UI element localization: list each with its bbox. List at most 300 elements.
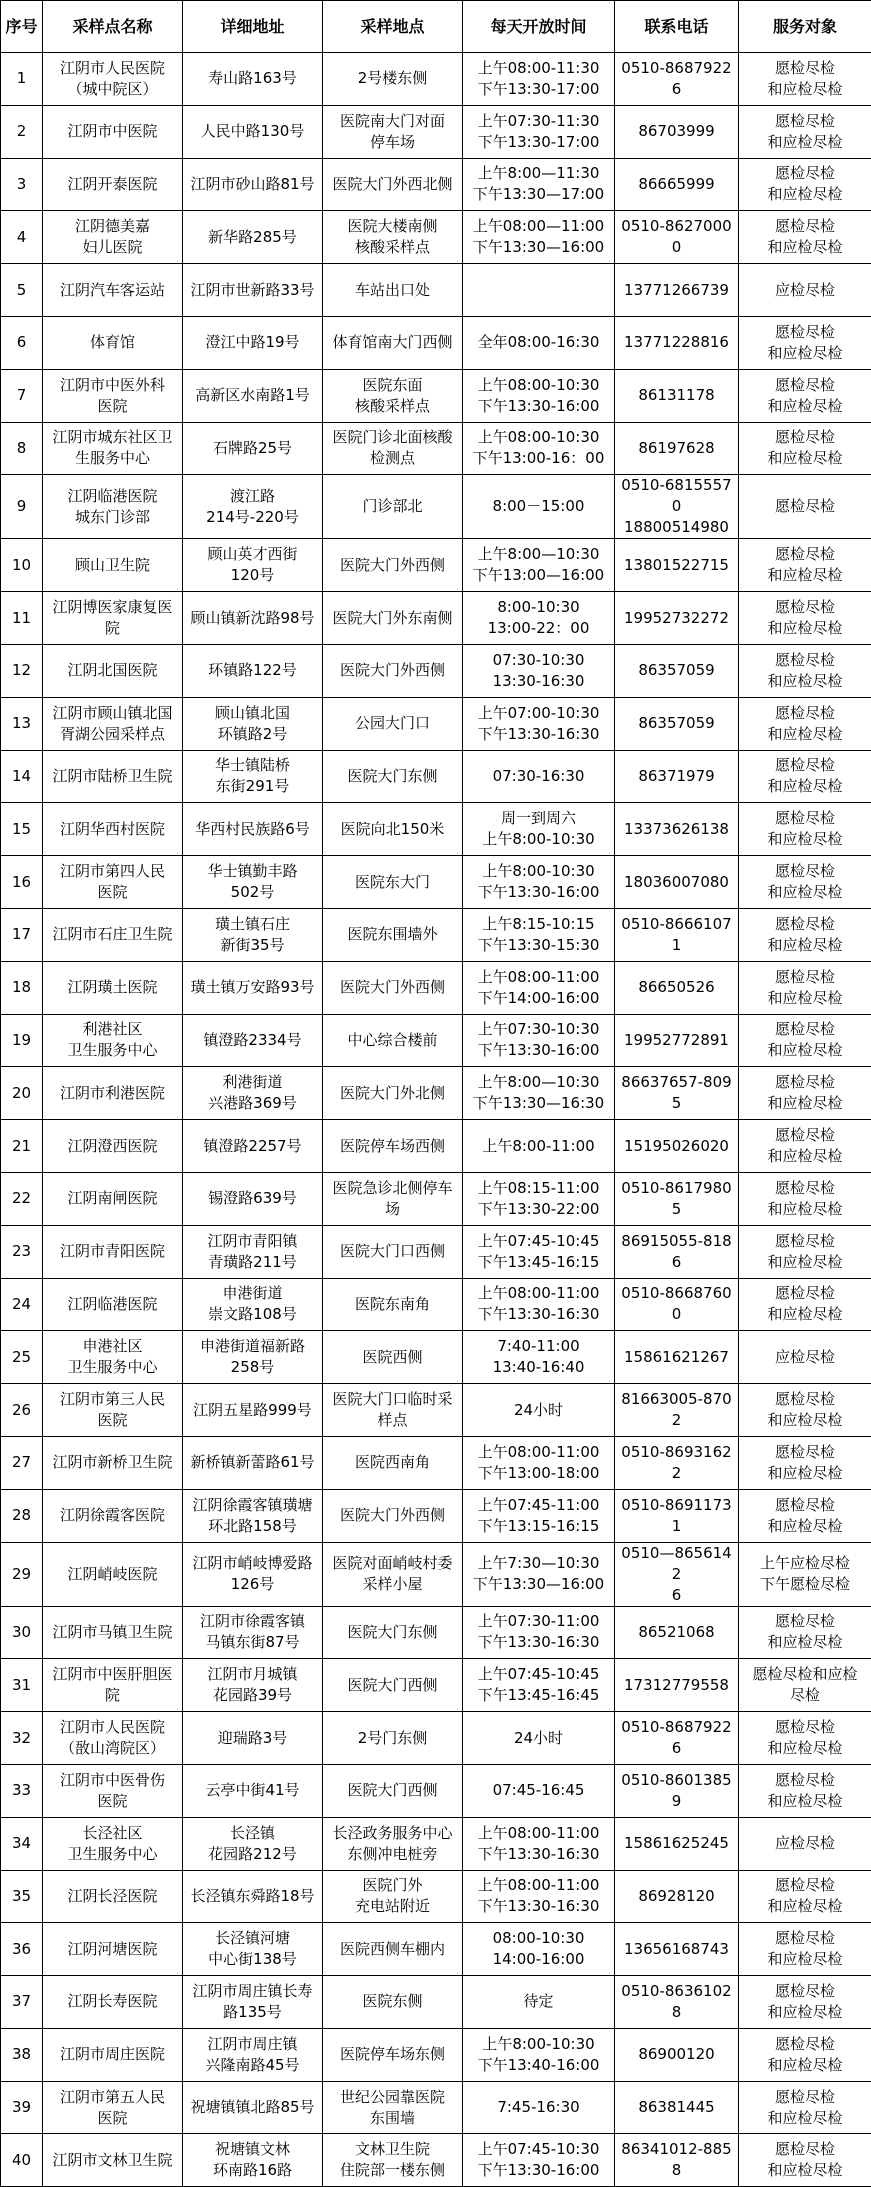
- col-service-cell: 愿检尽检 和应检尽检: [739, 1067, 871, 1120]
- col-site-name-cell: 江阴市石庄卫生院: [43, 908, 183, 961]
- col-address-cell: 环镇路122号: [183, 644, 323, 697]
- table-row: [1, 1817, 871, 1870]
- col-address-cell: 江阴徐霞客镇璜塘 环北路158号: [183, 1489, 323, 1542]
- col-address-cell: 祝塘镇文林 环南路16路: [183, 2134, 323, 2187]
- col-index-cell: 37: [1, 1976, 43, 2029]
- col-phone-cell: 15195026020: [615, 1120, 739, 1173]
- col-service-cell: 愿检尽检和应检 尽检: [739, 1659, 871, 1712]
- col-phone-cell: 0510-68155570 18800514980: [615, 475, 739, 539]
- table-row: [1, 1542, 871, 1606]
- col-service-cell: 愿检尽检: [739, 475, 871, 539]
- col-service-cell: 应检尽检: [739, 1817, 871, 1870]
- col-site-name-cell: 江阴市中医骨伤 医院: [43, 1764, 183, 1817]
- col-open-hours-cell: 上午07:45-10:45 下午13:45-16:15: [463, 1225, 615, 1278]
- col-address-cell: 迎瑞路3号: [183, 1712, 323, 1765]
- col-location-cell: 医院东侧: [323, 1976, 463, 2029]
- col-service-cell: 愿检尽检 和应检尽检: [739, 1606, 871, 1659]
- col-index-cell: 33: [1, 1764, 43, 1817]
- col-address-cell: 长泾镇东舜路18号: [183, 1870, 323, 1923]
- col-location-cell: 医院大门东侧: [323, 750, 463, 803]
- col-address-cell: 华士镇陆桥 东街291号: [183, 750, 323, 803]
- col-site-name-cell: 江阴澄西医院: [43, 1120, 183, 1173]
- col-phone-cell: 86900120: [615, 2028, 739, 2081]
- col-site-name-cell: 江阴长寿医院: [43, 1976, 183, 2029]
- col-open-hours-cell: 上午8:15-10:15 下午13:30-15:30: [463, 908, 615, 961]
- col-location-cell: 公园大门口: [323, 697, 463, 750]
- col-service-cell: 愿检尽检 和应检尽检: [739, 1870, 871, 1923]
- col-open-hours-cell: 07:30-10:30 13:30-16:30: [463, 644, 615, 697]
- col-open-hours-cell: 上午7:30—10:30 下午13:30—16:00: [463, 1542, 615, 1606]
- col-service-cell: 愿检尽检 和应检尽检: [739, 369, 871, 422]
- col-index-cell: 16: [1, 856, 43, 909]
- col-open-hours-cell: 上午07:45-10:45 下午13:45-16:45: [463, 1659, 615, 1712]
- table-row: [1, 1278, 871, 1331]
- col-index-cell: 24: [1, 1278, 43, 1331]
- col-site-name-cell: 江阴市中医外科 医院: [43, 369, 183, 422]
- col-site-name-cell: 江阴市陆桥卫生院: [43, 750, 183, 803]
- col-location-cell: 医院对面峭岐村委 采样小屋: [323, 1542, 463, 1606]
- col-index-cell: 30: [1, 1606, 43, 1659]
- col-service-cell: 愿检尽检 和应检尽检: [739, 750, 871, 803]
- table-row: [1, 1764, 871, 1817]
- col-open-hours-cell: 上午08:00-10:30 下午13:30-16:00: [463, 369, 615, 422]
- col-phone-cell: 13771266739: [615, 264, 739, 317]
- col-open-hours-cell: 上午07:45-11:00 下午13:15-16:15: [463, 1489, 615, 1542]
- col-index-cell: 6: [1, 316, 43, 369]
- table-row: [1, 750, 871, 803]
- col-open-hours-cell: 上午8:00—10:30 下午13:00—16:00: [463, 539, 615, 592]
- col-phone-cell: 86928120: [615, 1870, 739, 1923]
- col-address-cell: 云亭中街41号: [183, 1764, 323, 1817]
- col-site-name-cell: 江阴长泾医院: [43, 1870, 183, 1923]
- col-site-name-cell: 江阴德美嘉 妇儿医院: [43, 211, 183, 264]
- table-row: [1, 264, 871, 317]
- col-address-cell: 祝塘镇镇北路85号: [183, 2081, 323, 2134]
- table-row: [1, 1923, 871, 1976]
- col-service-cell: 愿检尽检 和应检尽检: [739, 211, 871, 264]
- col-open-hours-cell: 上午8:00—10:30 下午13:30—16:30: [463, 1067, 615, 1120]
- col-index-cell: 17: [1, 908, 43, 961]
- col-phone-cell: 13656168743: [615, 1923, 739, 1976]
- col-index-cell: 22: [1, 1172, 43, 1225]
- col-address-cell: 华西村民族路6号: [183, 803, 323, 856]
- col-service-cell: 愿检尽检 和应检尽检: [739, 2134, 871, 2187]
- col-service-cell: 愿检尽检 和应检尽检: [739, 1489, 871, 1542]
- col-service-cell: 愿检尽检 和应检尽检: [739, 158, 871, 211]
- col-service-cell: 应检尽检: [739, 264, 871, 317]
- col-address-cell: 寿山路163号: [183, 53, 323, 106]
- col-location-cell: 医院大门外西侧: [323, 1489, 463, 1542]
- col-open-hours-cell: 待定: [463, 1976, 615, 2029]
- col-service-cell: 愿检尽检 和应检尽检: [739, 856, 871, 909]
- col-location-cell: 医院大门东侧: [323, 1606, 463, 1659]
- col-index-cell: 8: [1, 422, 43, 475]
- table-row: [1, 856, 871, 909]
- col-service-cell: 愿检尽检 和应检尽检: [739, 1172, 871, 1225]
- col-phone-cell: 86381445: [615, 2081, 739, 2134]
- col-index-cell: 2: [1, 105, 43, 158]
- col-open-hours-cell: 上午08:00-11:00 下午13:30-16:30: [463, 1817, 615, 1870]
- col-address-cell: 江阴市峭岐博爱路 126号: [183, 1542, 323, 1606]
- col-site-name-cell: 江阴市文林卫生院: [43, 2134, 183, 2187]
- col-site-name-cell: 江阴峭岐医院: [43, 1542, 183, 1606]
- col-phone-cell: 86357059: [615, 697, 739, 750]
- col-location-cell: 医院停车场西侧: [323, 1120, 463, 1173]
- col-open-hours-cell: 周一到周六 上午8:00-10:30: [463, 803, 615, 856]
- table-row: [1, 1331, 871, 1384]
- col-address-cell: 长泾镇 花园路212号: [183, 1817, 323, 1870]
- table-row: [1, 539, 871, 592]
- table-row: [1, 1436, 871, 1489]
- col-location-cell: 医院南大门对面 停车场: [323, 105, 463, 158]
- col-address-cell: 华士镇勤丰路 502号: [183, 856, 323, 909]
- col-service-cell: 愿检尽检 和应检尽检: [739, 1976, 871, 2029]
- col-location-cell: 医院东围墙外: [323, 908, 463, 961]
- col-site-name-cell: 江阴博医家康复医 院: [43, 592, 183, 645]
- col-site-name-cell: 江阴临港医院 城东门诊部: [43, 475, 183, 539]
- col-site-name-cell: 利港社区 卫生服务中心: [43, 1014, 183, 1067]
- col-site-name-cell: 江阴市中医院: [43, 105, 183, 158]
- col-open-hours-cell: 上午08:00-11:00 下午13:00-18:00: [463, 1436, 615, 1489]
- col-location-cell: 医院大门外西北侧: [323, 158, 463, 211]
- col-location-cell: 门诊部北: [323, 475, 463, 539]
- col-index-cell: 31: [1, 1659, 43, 1712]
- col-site-name-cell: 江阴市利港医院: [43, 1067, 183, 1120]
- header-col-location: 采样地点: [323, 1, 463, 53]
- col-location-cell: 医院急诊北侧停车 场: [323, 1172, 463, 1225]
- table-row: [1, 961, 871, 1014]
- col-open-hours-cell: 上午08:00-11:00 下午14:00-16:00: [463, 961, 615, 1014]
- col-service-cell: 愿检尽检 和应检尽检: [739, 1436, 871, 1489]
- table-row: [1, 105, 871, 158]
- col-phone-cell: 0510-86911731: [615, 1489, 739, 1542]
- col-address-cell: 璜土镇万安路93号: [183, 961, 323, 1014]
- table-row: [1, 908, 871, 961]
- col-index-cell: 23: [1, 1225, 43, 1278]
- table-row: [1, 1225, 871, 1278]
- col-index-cell: 13: [1, 697, 43, 750]
- col-open-hours-cell: 08:00-10:30 14:00-16:00: [463, 1923, 615, 1976]
- col-phone-cell: 18036007080: [615, 856, 739, 909]
- col-open-hours-cell: 上午07:30-10:30 下午13:30-16:00: [463, 1014, 615, 1067]
- col-index-cell: 9: [1, 475, 43, 539]
- header-col-address: 详细地址: [183, 1, 323, 53]
- col-location-cell: 医院大门外西侧: [323, 539, 463, 592]
- col-phone-cell: 15861621267: [615, 1331, 739, 1384]
- table-row: [1, 1067, 871, 1120]
- col-service-cell: 愿检尽检 和应检尽检: [739, 53, 871, 106]
- header-col-phone: 联系电话: [615, 1, 739, 53]
- col-open-hours-cell: 上午08:15-11:00 下午13:30-22:00: [463, 1172, 615, 1225]
- col-phone-cell: 0510-86879226: [615, 1712, 739, 1765]
- col-index-cell: 11: [1, 592, 43, 645]
- table-row: [1, 2081, 871, 2134]
- col-location-cell: 中心综合楼前: [323, 1014, 463, 1067]
- col-location-cell: 长泾政务服务中心 东侧冲电桩旁: [323, 1817, 463, 1870]
- col-service-cell: 愿检尽检 和应检尽检: [739, 316, 871, 369]
- table-row: [1, 316, 871, 369]
- col-index-cell: 7: [1, 369, 43, 422]
- col-site-name-cell: 江阴市马镇卫生院: [43, 1606, 183, 1659]
- col-phone-cell: 0510-86013859: [615, 1764, 739, 1817]
- col-phone-cell: 13373626138: [615, 803, 739, 856]
- col-address-cell: 璜土镇石庄 新街35号: [183, 908, 323, 961]
- col-open-hours-cell: 7:45-16:30: [463, 2081, 615, 2134]
- col-address-cell: 江阴市世新路33号: [183, 264, 323, 317]
- col-site-name-cell: 江阴开泰医院: [43, 158, 183, 211]
- col-index-cell: 10: [1, 539, 43, 592]
- table-row: [1, 53, 871, 106]
- col-site-name-cell: 江阴市人民医院 （城中院区）: [43, 53, 183, 106]
- col-phone-cell: 13801522715: [615, 539, 739, 592]
- header-row: [1, 1, 871, 53]
- col-open-hours-cell: 上午08:00-11:00 下午13:30-16:30: [463, 1278, 615, 1331]
- table-row: [1, 2134, 871, 2187]
- col-location-cell: 医院大门外西侧: [323, 644, 463, 697]
- col-location-cell: 医院门诊北面核酸 检测点: [323, 422, 463, 475]
- table-row: [1, 158, 871, 211]
- col-site-name-cell: 江阴市第三人民 医院: [43, 1384, 183, 1437]
- col-location-cell: 医院大门西侧: [323, 1659, 463, 1712]
- col-service-cell: 愿检尽检 和应检尽检: [739, 961, 871, 1014]
- col-location-cell: 医院东大门: [323, 856, 463, 909]
- col-service-cell: 愿检尽检 和应检尽检: [739, 592, 871, 645]
- col-phone-cell: 86703999: [615, 105, 739, 158]
- col-index-cell: 12: [1, 644, 43, 697]
- header-col-site-name: 采样点名称: [43, 1, 183, 53]
- col-location-cell: 医院大楼南侧 核酸采样点: [323, 211, 463, 264]
- col-site-name-cell: 江阴市顾山镇北国 胥湖公园采样点: [43, 697, 183, 750]
- col-site-name-cell: 江阴市新桥卫生院: [43, 1436, 183, 1489]
- col-address-cell: 申港街道 崇文路108号: [183, 1278, 323, 1331]
- table-row: [1, 1870, 871, 1923]
- col-phone-cell: 0510—8656142 6: [615, 1542, 739, 1606]
- col-index-cell: 39: [1, 2081, 43, 2134]
- table-row: [1, 644, 871, 697]
- col-index-cell: 3: [1, 158, 43, 211]
- col-location-cell: 医院东面 核酸采样点: [323, 369, 463, 422]
- col-site-name-cell: 江阴临港医院: [43, 1278, 183, 1331]
- col-location-cell: 2号门东侧: [323, 1712, 463, 1765]
- col-location-cell: 医院门外 充电站附近: [323, 1870, 463, 1923]
- col-phone-cell: 81663005-8702: [615, 1384, 739, 1437]
- col-location-cell: 医院大门口西侧: [323, 1225, 463, 1278]
- col-service-cell: 愿检尽检 和应检尽检: [739, 1225, 871, 1278]
- col-location-cell: 医院东南角: [323, 1278, 463, 1331]
- col-open-hours-cell: 上午08:00-10:30 下午13:00-16：00: [463, 422, 615, 475]
- col-address-cell: 利港街道 兴港路369号: [183, 1067, 323, 1120]
- col-location-cell: 医院大门外东南侧: [323, 592, 463, 645]
- table-row: [1, 697, 871, 750]
- col-index-cell: 1: [1, 53, 43, 106]
- col-address-cell: 江阴市砂山路81号: [183, 158, 323, 211]
- col-service-cell: 应检尽检: [739, 1331, 871, 1384]
- col-service-cell: 愿检尽检 和应检尽检: [739, 1712, 871, 1765]
- col-site-name-cell: 江阴市人民医院 （敔山湾院区）: [43, 1712, 183, 1765]
- col-open-hours-cell: 24小时: [463, 1712, 615, 1765]
- col-open-hours-cell: 07:30-16:30: [463, 750, 615, 803]
- col-index-cell: 21: [1, 1120, 43, 1173]
- col-service-cell: 愿检尽检 和应检尽检: [739, 105, 871, 158]
- col-index-cell: 26: [1, 1384, 43, 1437]
- col-index-cell: 20: [1, 1067, 43, 1120]
- col-open-hours-cell: 8:00－15:00: [463, 475, 615, 539]
- col-phone-cell: 13771228816: [615, 316, 739, 369]
- col-index-cell: 32: [1, 1712, 43, 1765]
- col-location-cell: 世纪公园靠医院 东围墙: [323, 2081, 463, 2134]
- col-phone-cell: 0510-86931622: [615, 1436, 739, 1489]
- table-row: [1, 1384, 871, 1437]
- col-service-cell: 愿检尽检 和应检尽检: [739, 1923, 871, 1976]
- col-index-cell: 34: [1, 1817, 43, 1870]
- col-phone-cell: 86341012-8858: [615, 2134, 739, 2187]
- col-index-cell: 25: [1, 1331, 43, 1384]
- col-service-cell: 愿检尽检 和应检尽检: [739, 1120, 871, 1173]
- col-open-hours-cell: 上午8:00—11:30 下午13:30—17:00: [463, 158, 615, 211]
- col-location-cell: 医院停车场东侧: [323, 2028, 463, 2081]
- col-open-hours-cell: 上午08:00-11:00 下午13:30-16:30: [463, 1870, 615, 1923]
- col-open-hours-cell: 24小时: [463, 1384, 615, 1437]
- col-index-cell: 35: [1, 1870, 43, 1923]
- table-row: [1, 1489, 871, 1542]
- col-service-cell: 愿检尽检 和应检尽检: [739, 2081, 871, 2134]
- col-phone-cell: 0510-86361028: [615, 1976, 739, 2029]
- table-row: [1, 2028, 871, 2081]
- col-location-cell: 车站出口处: [323, 264, 463, 317]
- col-phone-cell: 0510-86879226: [615, 53, 739, 106]
- table-row: [1, 1659, 871, 1712]
- col-phone-cell: 86357059: [615, 644, 739, 697]
- col-open-hours-cell: 7:40-11:00 13:40-16:40: [463, 1331, 615, 1384]
- table-row: [1, 1712, 871, 1765]
- col-address-cell: 江阴市周庄镇 兴隆南路45号: [183, 2028, 323, 2081]
- col-index-cell: 14: [1, 750, 43, 803]
- col-address-cell: 新桥镇新蕾路61号: [183, 1436, 323, 1489]
- col-address-cell: 长泾镇河塘 中心街138号: [183, 1923, 323, 1976]
- col-site-name-cell: 长泾社区 卫生服务中心: [43, 1817, 183, 1870]
- col-service-cell: 愿检尽检 和应检尽检: [739, 422, 871, 475]
- col-service-cell: 愿检尽检 和应检尽检: [739, 908, 871, 961]
- col-site-name-cell: 江阴北国医院: [43, 644, 183, 697]
- col-phone-cell: 86915055-8186: [615, 1225, 739, 1278]
- col-index-cell: 19: [1, 1014, 43, 1067]
- col-open-hours-cell: 上午07:30-11:30 下午13:30-17:00: [463, 105, 615, 158]
- col-phone-cell: 15861625245: [615, 1817, 739, 1870]
- col-address-cell: 澄江中路19号: [183, 316, 323, 369]
- col-phone-cell: 86637657-8095: [615, 1067, 739, 1120]
- col-site-name-cell: 江阴河塘医院: [43, 1923, 183, 1976]
- col-address-cell: 高新区水南路1号: [183, 369, 323, 422]
- col-address-cell: 申港街道福新路 258号: [183, 1331, 323, 1384]
- col-location-cell: 医院大门西侧: [323, 1764, 463, 1817]
- col-service-cell: 上午应检尽检 下午愿检尽检: [739, 1542, 871, 1606]
- col-address-cell: 渡江路 214号-220号: [183, 475, 323, 539]
- col-service-cell: 愿检尽检 和应检尽检: [739, 803, 871, 856]
- col-site-name-cell: 江阴市青阳医院: [43, 1225, 183, 1278]
- col-address-cell: 镇澄路2257号: [183, 1120, 323, 1173]
- table-row: [1, 422, 871, 475]
- col-index-cell: 27: [1, 1436, 43, 1489]
- col-open-hours-cell: 8:00-10:30 13:00-22：00: [463, 592, 615, 645]
- col-open-hours-cell: 上午08:00-11:30 下午13:30-17:00: [463, 53, 615, 106]
- table-row: [1, 1120, 871, 1173]
- table-row: [1, 1606, 871, 1659]
- col-index-cell: 29: [1, 1542, 43, 1606]
- col-open-hours-cell: 上午07:30-11:00 下午13:30-16:30: [463, 1606, 615, 1659]
- col-index-cell: 40: [1, 2134, 43, 2187]
- col-location-cell: 医院西南角: [323, 1436, 463, 1489]
- col-address-cell: 锡澄路639号: [183, 1172, 323, 1225]
- col-address-cell: 石牌路25号: [183, 422, 323, 475]
- col-phone-cell: 86521068: [615, 1606, 739, 1659]
- col-location-cell: 医院大门外北侧: [323, 1067, 463, 1120]
- col-index-cell: 15: [1, 803, 43, 856]
- col-location-cell: 体育馆南大门西侧: [323, 316, 463, 369]
- col-site-name-cell: 顾山卫生院: [43, 539, 183, 592]
- col-index-cell: 4: [1, 211, 43, 264]
- table-row: [1, 211, 871, 264]
- col-open-hours-cell: 上午8:00-11:00: [463, 1120, 615, 1173]
- col-phone-cell: 0510-86270000: [615, 211, 739, 264]
- col-site-name-cell: 体育馆: [43, 316, 183, 369]
- col-open-hours-cell: 全年08:00-16:30: [463, 316, 615, 369]
- header-col-index: 序号: [1, 1, 43, 53]
- col-location-cell: 医院大门外西侧: [323, 961, 463, 1014]
- col-index-cell: 38: [1, 2028, 43, 2081]
- col-open-hours-cell: 上午08:00—11:00 下午13:30—16:00: [463, 211, 615, 264]
- col-service-cell: 愿检尽检 和应检尽检: [739, 1764, 871, 1817]
- col-site-name-cell: 江阴市第四人民 医院: [43, 856, 183, 909]
- col-site-name-cell: 江阴市周庄医院: [43, 2028, 183, 2081]
- col-phone-cell: 19952772891: [615, 1014, 739, 1067]
- col-address-cell: 江阴五星路999号: [183, 1384, 323, 1437]
- col-location-cell: 医院西侧车棚内: [323, 1923, 463, 1976]
- col-service-cell: 愿检尽检 和应检尽检: [739, 2028, 871, 2081]
- col-service-cell: 愿检尽检 和应检尽检: [739, 644, 871, 697]
- col-index-cell: 28: [1, 1489, 43, 1542]
- table-row: [1, 1014, 871, 1067]
- col-location-cell: 文林卫生院 住院部一楼东侧: [323, 2134, 463, 2187]
- col-site-name-cell: 江阴汽车客运站: [43, 264, 183, 317]
- col-address-cell: 顾山镇新沈路98号: [183, 592, 323, 645]
- col-service-cell: 愿检尽检 和应检尽检: [739, 1278, 871, 1331]
- col-location-cell: 医院西侧: [323, 1331, 463, 1384]
- col-service-cell: 愿检尽检 和应检尽检: [739, 539, 871, 592]
- col-location-cell: 2号楼东侧: [323, 53, 463, 106]
- col-address-cell: 人民中路130号: [183, 105, 323, 158]
- col-open-hours-cell: 上午8:00-10:30 下午13:40-16:00: [463, 2028, 615, 2081]
- col-site-name-cell: 申港社区 卫生服务中心: [43, 1331, 183, 1384]
- col-index-cell: 36: [1, 1923, 43, 1976]
- col-location-cell: 医院向北150米: [323, 803, 463, 856]
- col-index-cell: 5: [1, 264, 43, 317]
- table-row: [1, 1976, 871, 2029]
- col-address-cell: 江阴市青阳镇 青璜路211号: [183, 1225, 323, 1278]
- table-row: [1, 803, 871, 856]
- col-phone-cell: 0510-86179805: [615, 1172, 739, 1225]
- col-address-cell: 新华路285号: [183, 211, 323, 264]
- col-phone-cell: 86131178: [615, 369, 739, 422]
- col-open-hours-cell: 上午07:00-10:30 下午13:30-16:30: [463, 697, 615, 750]
- col-site-name-cell: 江阴市中医肝胆医 院: [43, 1659, 183, 1712]
- col-address-cell: 江阴市徐霞客镇 马镇东街87号: [183, 1606, 323, 1659]
- col-site-name-cell: 江阴璜土医院: [43, 961, 183, 1014]
- col-site-name-cell: 江阴南闸医院: [43, 1172, 183, 1225]
- col-address-cell: 顾山英才西街 120号: [183, 539, 323, 592]
- col-site-name-cell: 江阴市城东社区卫 生服务中心: [43, 422, 183, 475]
- col-service-cell: 愿检尽检 和应检尽检: [739, 1014, 871, 1067]
- col-open-hours-cell: 上午8:00-10:30 下午13:30-16:00: [463, 856, 615, 909]
